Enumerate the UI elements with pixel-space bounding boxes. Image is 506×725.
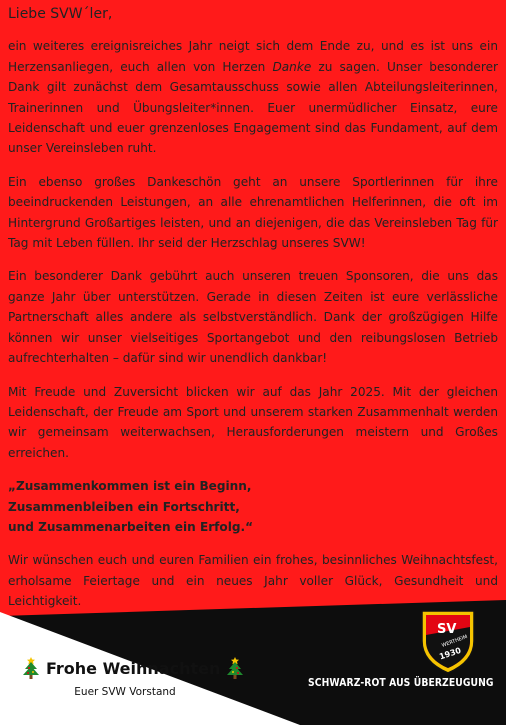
board-signature: Euer SVW Vorstand — [74, 686, 176, 698]
quote-line: „Zusammenkommen ist ein Beginn, — [8, 479, 252, 494]
letter-body — [8, 4, 498, 625]
greeting-panel — [0, 650, 250, 710]
quote-line: und Zusammenarbeiten ein Erfolg.“ — [8, 519, 254, 534]
club-slogan: SCHWARZ-ROT AUS ÜBERZEUGUNG — [308, 677, 494, 689]
paragraph-3: Ein besonderer Dank gebührt auch unseren treuen Sponsoren, die uns das ganze Jahr über unterstützen. Gerade in diesen Zeiten ist eure verlässliche Partnerschaft alles andere als selbstverständlich. Dank der großzügigen Hilfe können wir unser vielseitiges Sportangebot und den reibungslosen Betrieb aufrechterhalten – dafür sind wir unendlich dankbar! — [8, 269, 498, 366]
greeting: Liebe SVW´ler, — [8, 6, 113, 22]
christmas-tree-icon — [22, 656, 40, 680]
crest-arc-text: WERTHEIM — [440, 634, 469, 649]
paragraph-1-start: ein weiteres ereignisreiches Jahr neigt sich dem Ende zu, und es ist uns ein Herzensanliegen, euch allen von Herzen — [8, 39, 498, 74]
closing-wishes: Wir wünschen euch und euren Familien ein frohes, besinnliches Weihnachtsfest, erholsame Feiertage und ein neues Jahr voller Glück, Gesundheit und Leichtigkeit. — [8, 553, 498, 609]
motto-quote — [8, 476, 498, 537]
crest-letters: SV — [437, 622, 457, 637]
paragraph-2: Ein ebenso großes Dankeschön geht an unsere Sportlerinnen für ihre beeindruckenden Leistungen, an alle ehrenamtlichen Helferinnen, die oft im Hintergrund Großartiges leisten, und an diejenigen, die das Vereinsleben Tag für Tag mit Leben füllen. Ihr seid der Herzschlag unseres SVW! — [8, 174, 498, 251]
crest-year: 1930 — [438, 645, 463, 662]
paragraph-1-end: zu sagen. Unser besonderer Dank gilt zunächst dem Gesamtausschuss sowie allen Abteilungsleiterinnen, Trainerinnen und Übungsleiter*innen. Euer unermüdlicher Einsatz, eure Leidenschaft und euer grenzenloses Engagement sind das Fundament, auf dem unser Vereinsleben ruht. — [8, 59, 498, 156]
paragraph-1-emphasis: Danke — [272, 59, 312, 74]
christmas-title-text: Frohe Weihnachten — [46, 658, 221, 678]
club-crest-logo — [418, 605, 478, 675]
paragraph-4: Mit Freude und Zuversicht blicken wir auf das Jahr 2025. Mit der gleichen Leidenschaft, der Freude am Sport und unserem starken Zusammenhalt werden wir gemeinsam weiterwachsen, Herausforderungen meistern und Großes erreichen. — [8, 384, 498, 460]
quote-line: Zusammenbleiben ein Fortschritt, — [8, 499, 240, 514]
christmas-tree-icon — [226, 656, 244, 680]
paragraph-1 — [8, 36, 498, 158]
christmas-title — [22, 656, 244, 680]
